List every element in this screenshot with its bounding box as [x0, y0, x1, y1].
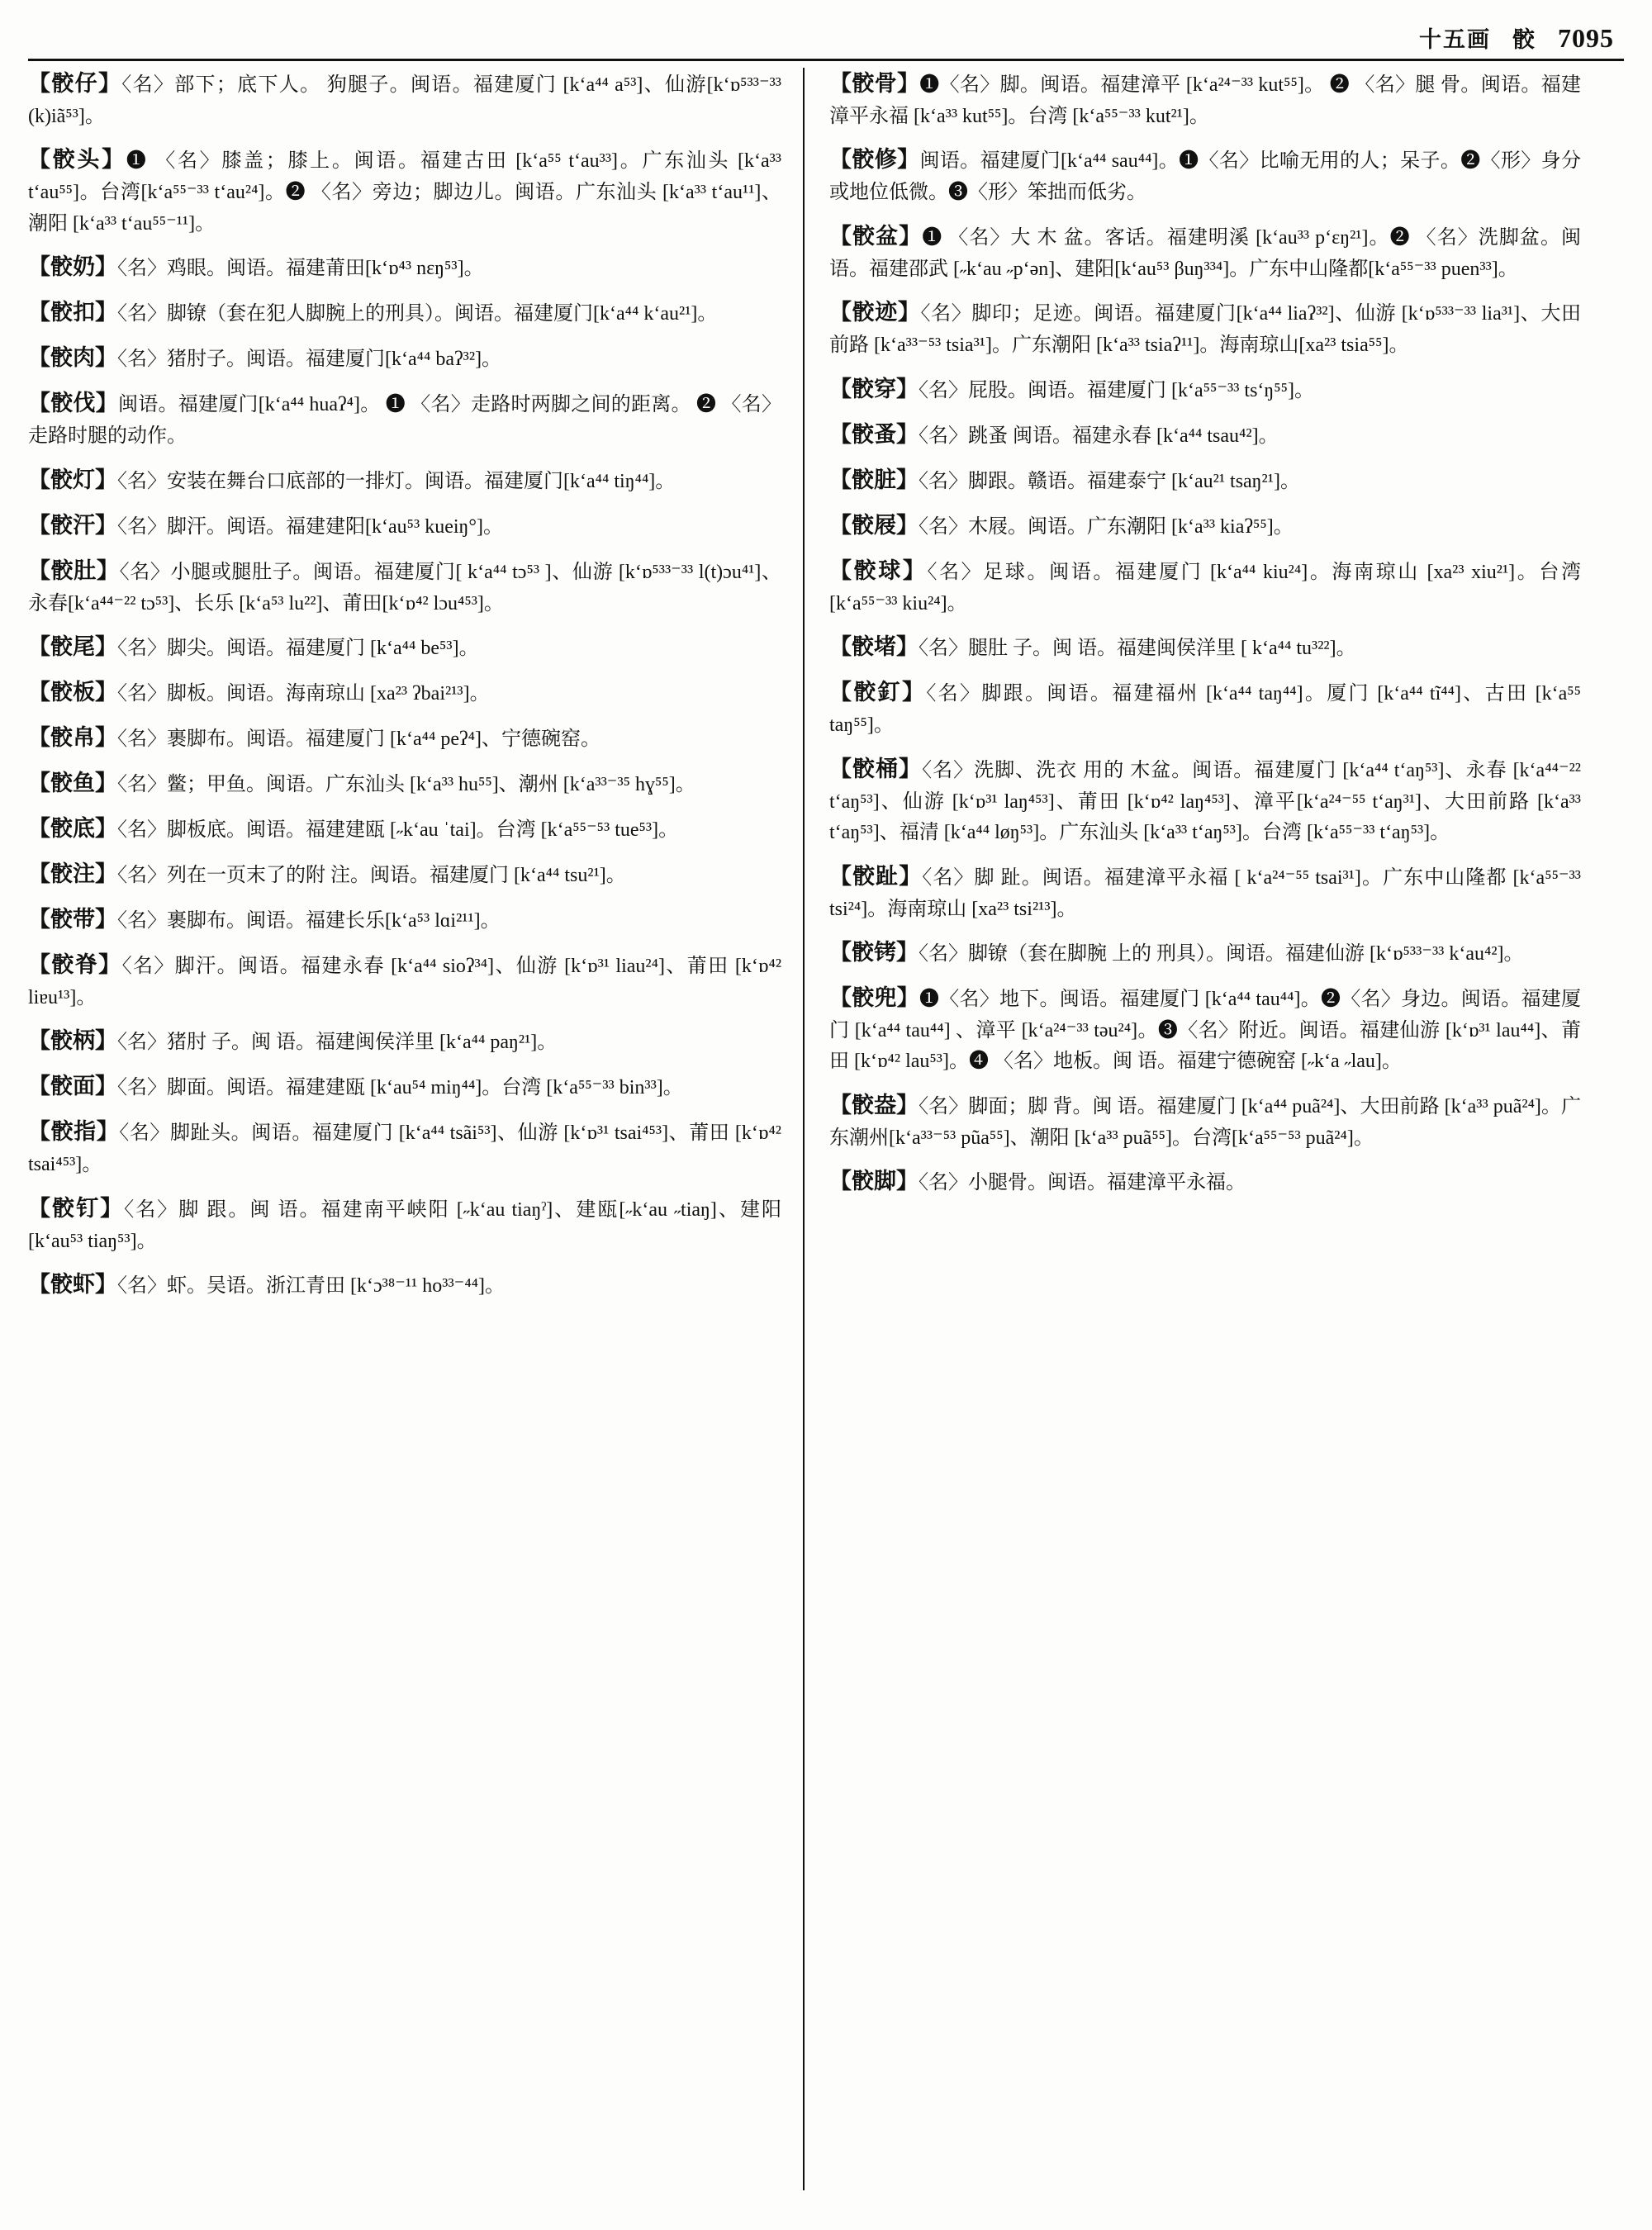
entry-definition: 〈名〉脚跟。赣语。福建泰宁 [kʻau²¹ tsaŋ²¹]。: [919, 470, 1300, 492]
entry-definition: 〈名〉小腿骨。闽语。福建漳平永福。: [919, 1172, 1246, 1194]
entry-headword: 【骹迹】: [829, 300, 921, 325]
dictionary-entry: [829, 144, 1581, 207]
entry-headword: 【骹肉】: [28, 345, 117, 371]
entry-headword: 【骹指】: [28, 1119, 120, 1145]
entry-headword: 【骹汗】: [28, 512, 117, 538]
entry-definition: 闽语。福建厦门[kʻa⁴⁴ sau⁴⁴]。❶〈名〉比喻无用的人；呆子。❷〈形〉身分或地位低微。❸〈形〉笨拙而低劣。: [829, 150, 1582, 204]
entry-headword: 【骹虾】: [28, 1272, 117, 1298]
entry-headword: 【骹脏】: [829, 467, 919, 492]
left-column: [28, 68, 805, 2190]
dictionary-entry: [28, 1025, 781, 1058]
dictionary-entry: [829, 1089, 1581, 1153]
entry-headword: 【骹骨】: [829, 71, 920, 96]
entry-definition: 〈名〉木屐。闽语。广东潮阳 [kʻa³³ kiaʔ⁵⁵]。: [919, 515, 1294, 538]
dictionary-entry: [829, 631, 1581, 664]
dictionary-entry: [829, 982, 1581, 1077]
entry-definition: ❶ 〈名〉大 木 盆。客话。福建明溪 [kʻau³³ pʻɛŋ²¹]。❷ 〈名〉洗脚盆。闽 语。福建邵武 [˶kʻau ˶pʻən]、建阳[kʻau⁵³ βuŋ³³⁴]。广东中山隆都[kʻa⁵⁵⁻³³ puen³³]。: [829, 226, 1581, 280]
entry-headword: 【骹面】: [28, 1074, 117, 1099]
dictionary-entry: [28, 1070, 781, 1103]
dictionary-entry: [28, 813, 781, 846]
entry-definition: 〈名〉猪肘 子。闽 语。福建闽侯洋里 [kʻa⁴⁴ paŋ²¹]。: [117, 1032, 558, 1054]
dictionary-entry: [829, 861, 1581, 924]
entry-headword: 【骹头】: [28, 147, 126, 173]
entry-headword: 【骹柄】: [28, 1028, 117, 1054]
entry-headword: 【骹盆】: [829, 223, 923, 249]
dictionary-entry: [28, 387, 781, 451]
entry-definition: ❶〈名〉地下。闽语。福建厦门 [kʻa⁴⁴ tau⁴⁴]。❷〈名〉身边。闽语。福建厦门 [kʻa⁴⁴ tau⁴⁴] 、漳平 [kʻa²⁴⁻³³ təu²⁴]。❸〈名〉附近。闽语。福建仙游 [kʻɒ³¹ lau⁴⁴]、莆田 [kʻɒ⁴² lau⁵³]。❹ 〈名〉地板。闽 语。福建宁德碗窑 [˶kʻa ˶lau]。: [829, 988, 1582, 1073]
entry-headword: 【骹钉】: [28, 1195, 125, 1221]
dictionary-entry: [28, 251, 781, 284]
entry-definition: ❶〈名〉脚。闽语。福建漳平 [kʻa²⁴⁻³³ kut⁵⁵]。 ❷ 〈名〉腿 骨。闽语。福建漳平永福 [kʻa³³ kut⁵⁵]。台湾 [kʻa⁵⁵⁻³³ kut²¹]。: [829, 74, 1581, 127]
entry-headword: 【骹扣】: [28, 300, 117, 325]
entry-definition: 〈名〉脚板。闽语。海南琼山 [xa²³ ʔbai²¹³]。: [117, 683, 490, 705]
entry-headword: 【骹桶】: [829, 756, 923, 781]
dictionary-entry: [829, 555, 1581, 619]
dictionary-entry: [28, 676, 781, 709]
entry-definition: 〈名〉脚趾头。闽语。福建厦门 [kʻa⁴⁴ tsãi⁵³]、仙游 [kʻɒ³¹ tsai⁴⁵³]、莆田 [kʻɒ⁴² tsai⁴⁵³]。: [28, 1122, 782, 1176]
entry-definition: 〈名〉小腿或腿肚子。闽语。福建厦门[ kʻa⁴⁴ tɔ⁵³ ]、仙游 [kʻɒ⁵³³⁻³³ l(t)ɔu⁴¹]、永春[kʻa⁴⁴⁻²² tɔ⁵³]、长乐 [kʻa⁵³ lu²²]、莆田[kʻɒ⁴² lɔu⁴⁵³]。: [28, 561, 782, 614]
entry-headword: 【骹底】: [28, 815, 117, 841]
entry-definition: 闽语。福建厦门[kʻa⁴⁴ huaʔ⁴]。 ❶ 〈名〉走路时两脚之间的距离。 ❷ 〈名〉走路时腿的动作。: [28, 394, 781, 448]
entry-headword: 【骹肚】: [28, 558, 120, 583]
entry-definition: 〈名〉脚汗。闽语。福建建阳[kʻau⁵³ kueiŋ°]。: [117, 515, 503, 538]
dictionary-entry: [28, 342, 781, 375]
entry-headword: 【骹蚤】: [829, 421, 919, 447]
entry-headword: 【骹屐】: [829, 512, 919, 538]
entry-headword: 【骹板】: [28, 680, 117, 705]
dictionary-entry: [829, 753, 1581, 848]
entry-definition: 〈名〉洗脚、洗衣 用的 木盆。闽语。福建厦门 [kʻa⁴⁴ tʻaŋ⁵³]、永春 [kʻa⁴⁴⁻²² tʻaŋ⁵³]、仙游 [kʻɒ³¹ laŋ⁴⁵³]、莆田 [kʻɒ⁴² laŋ⁴⁵³]、漳平[kʻa²⁴⁻⁵⁵ tʻaŋ³¹]、大田前路 [kʻa³³ tʻaŋ⁵³]、福清 [kʻa⁴⁴ løŋ⁵³]。广东汕头 [kʻa³³ tʻaŋ⁵³]。台湾 [kʻa⁵⁵⁻³³ tʻaŋ⁵³]。: [829, 759, 1581, 844]
entry-headword: 【骹奶】: [28, 254, 117, 280]
entry-headword: 【骹脊】: [28, 951, 122, 977]
entry-definition: 〈名〉脚印；足迹。闽语。福建厦门[kʻa⁴⁴ liaʔ³²]、仙游 [kʻɒ⁵³³⁻³³ lia³¹]、大田前路 [kʻa³³⁻⁵³ tsia³¹]。广东潮阳 [kʻa³³ tsiaʔ¹¹]。海南琼山[xa²³ tsia⁵⁵]。: [829, 303, 1582, 357]
dictionary-entry: [28, 144, 781, 239]
entry-definition: 〈名〉裹脚布。闽语。福建长乐[kʻa⁵³ lɑi²¹¹]。: [117, 909, 501, 932]
entry-definition: 〈名〉脚板底。闽语。福建建瓯 [˶kʻau ˈtai]。台湾 [kʻa⁵⁵⁻⁵³ tue⁵³]。: [117, 818, 679, 841]
entry-definition: 〈名〉脚 趾。闽语。福建漳平永福 [ kʻa²⁴⁻⁵⁵ tsai³¹]。广东中山隆都 [kʻa⁵⁵⁻³³ tsi²⁴]。海南琼山 [xa²³ tsi²¹³]。: [829, 866, 1581, 920]
dictionary-entry: [28, 510, 781, 543]
dictionary-entry: [28, 949, 781, 1013]
entry-definition: 〈名〉足球。闽语。福建厦门 [kʻa⁴⁴ kiu²⁴]。海南琼山 [xa²³ xiu²¹]。台湾 [kʻa⁵⁵⁻³³ kiu²⁴]。: [829, 561, 1582, 614]
entry-definition: 〈名〉脚 跟。闽 语。福建南平峡阳 [˶kʻau tiaŋˀ]、建瓯[˶kʻau ˶tiaŋ]、建阳 [kʻau⁵³ tiaŋ⁵³]。: [28, 1198, 782, 1252]
entry-headword: 【骹穿】: [829, 376, 919, 401]
entry-headword: 【骹兜】: [829, 985, 920, 1010]
entry-definition: 〈名〉鸡眼。闽语。福建莆田[kʻɒ⁴³ nɛŋ⁵³]。: [117, 258, 484, 280]
entry-headword: 【骹鱼】: [28, 771, 117, 796]
entry-headword: 【骹铐】: [829, 940, 919, 966]
entry-headword: 【骹趾】: [829, 863, 923, 889]
entry-definition: 〈名〉脚面。闽语。福建建瓯 [kʻau⁵⁴ miŋ⁴⁴]。台湾 [kʻa⁵⁵⁻³³ bin³³]。: [117, 1077, 683, 1099]
entry-definition: 〈名〉裹脚布。闽语。福建厦门 [kʻa⁴⁴ peʔ⁴]、宁德碗窑。: [117, 728, 601, 751]
dictionary-entry: [28, 464, 781, 497]
entry-headword: 【骹伐】: [28, 391, 118, 416]
dictionary-entry: [28, 1193, 781, 1256]
dictionary-entry: [28, 722, 781, 755]
dictionary-entry: [28, 1116, 781, 1179]
entry-definition: 〈名〉部下；底下人。 狗腿子。闽语。福建厦门 [kʻa⁴⁴ a⁵³]、仙游[kʻɒ⁵³³⁻³³ (k)iã⁵³]。: [28, 74, 781, 127]
entry-definition: 〈名〉跳蚤 闽语。福建永春 [kʻa⁴⁴ tsau⁴²]。: [919, 425, 1279, 447]
dictionary-entry: [829, 937, 1581, 970]
dictionary-entry: [28, 297, 781, 330]
dictionary-entry: [28, 1269, 781, 1302]
entry-definition: 〈名〉列在一页末了的附 注。闽语。福建厦门 [kʻa⁴⁴ tsu²¹]。: [117, 864, 626, 886]
dictionary-entry: [829, 297, 1581, 360]
dictionary-entry: [829, 419, 1581, 452]
entry-definition: 〈名〉脚汗。闽语。福建永春 [kʻa⁴⁴ sioʔ³⁴]、仙游 [kʻɒ³¹ liau²⁴]、莆田 [kʻɒ⁴² liɐu¹³]。: [28, 955, 782, 1008]
dictionary-entry: [829, 68, 1581, 131]
entry-definition: 〈名〉腿肚 子。闽 语。福建闽侯洋里 [ kʻa⁴⁴ tu³²²]。: [919, 638, 1356, 660]
entry-definition: 〈名〉脚镣（套在犯人脚腕上的刑具）。闽语。福建厦门[kʻa⁴⁴ kʻau²¹]。: [117, 303, 718, 325]
dictionary-entry: [28, 555, 781, 619]
dictionary-entry: [829, 676, 1581, 740]
dictionary-entry: [829, 221, 1581, 284]
dictionary-entry: [28, 858, 781, 891]
radical-character: 骹: [1512, 27, 1536, 52]
entry-headword: 【骹修】: [829, 147, 920, 173]
dictionary-entry: [28, 767, 781, 800]
dictionary-entry: [829, 1165, 1581, 1198]
page-columns: [28, 68, 1624, 2190]
entry-headword: 【骹灯】: [28, 467, 117, 492]
dictionary-entry: [28, 631, 781, 664]
entry-definition: ❶ 〈名〉膝盖；膝上。闽语。福建古田 [kʻa⁵⁵ tʻau³³]。广东汕头 [kʻa³³ tʻau⁵⁵]。台湾[kʻa⁵⁵⁻³³ tʻau²⁴]。❷ 〈名〉旁边；脚边儿。闽语。广东汕头 [kʻa³³ tʻau¹¹]、潮阳 [kʻa³³ tʻau⁵⁵⁻¹¹]。: [28, 150, 781, 235]
right-column: [805, 68, 1581, 2190]
dictionary-entry: [829, 373, 1581, 406]
stroke-count-label: 十五画: [1419, 27, 1491, 52]
page-number: 7095: [1558, 23, 1614, 53]
entry-definition: 〈名〉鳖；甲鱼。闽语。广东汕头 [kʻa³³ hu⁵⁵]、潮州 [kʻa³³⁻³⁵ hɣ⁵⁵]。: [117, 774, 695, 796]
page-header: [28, 21, 1624, 61]
entry-headword: 【骹带】: [28, 906, 117, 932]
dictionary-entry: [829, 510, 1581, 543]
entry-definition: 〈名〉脚尖。闽语。福建厦门 [kʻa⁴⁴ be⁵³]。: [117, 638, 479, 660]
entry-definition: 〈名〉脚跟。闽语。福建福州 [kʻa⁴⁴ taŋ⁴⁴]。厦门 [kʻa⁴⁴ tĩ⁴⁴]、古田 [kʻa⁵⁵ taŋ⁵⁵]。: [829, 683, 1582, 737]
entry-headword: 【骹帛】: [28, 725, 117, 751]
entry-headword: 【骹脚】: [829, 1169, 919, 1194]
entry-headword: 【骹釘】: [829, 680, 927, 705]
entry-headword: 【骹盎】: [829, 1092, 919, 1117]
entry-definition: 〈名〉脚镣（套在脚腕 上的 刑具）。闽语。福建仙游 [kʻɒ⁵³³⁻³³ kʻau⁴²]。: [919, 943, 1524, 966]
entry-headword: 【骹尾】: [28, 634, 117, 660]
entry-headword: 【骹堵】: [829, 634, 919, 660]
entry-definition: 〈名〉安装在舞台口底部的一排灯。闽语。福建厦门[kʻa⁴⁴ tiŋ⁴⁴]。: [117, 470, 676, 492]
entry-definition: 〈名〉虾。吴语。浙江青田 [kʻɔ³⁸⁻¹¹ ho³³⁻⁴⁴]。: [117, 1275, 506, 1298]
entry-definition: 〈名〉屁股。闽语。福建厦门 [kʻa⁵⁵⁻³³ tsʻŋ⁵⁵]。: [919, 379, 1315, 401]
dictionary-entry: [28, 904, 781, 937]
entry-definition: 〈名〉猪肘子。闽语。福建厦门[kʻa⁴⁴ baʔ³²]。: [117, 349, 502, 371]
dictionary-entry: [829, 464, 1581, 497]
entry-headword: 【骹注】: [28, 861, 117, 886]
dictionary-entry: [28, 68, 781, 131]
entry-definition: 〈名〉脚面；脚 背。闽 语。福建厦门 [kʻa⁴⁴ puã²⁴]、大田前路 [kʻa³³ puã²⁴]。广东潮州[kʻa³³⁻⁵³ pũa⁵⁵]、潮阳 [kʻa³³ puã⁵⁵]。台湾[kʻa⁵⁵⁻⁵³ puã²⁴]。: [829, 1095, 1581, 1149]
entry-headword: 【骹球】: [829, 558, 928, 583]
entry-headword: 【骹仔】: [28, 71, 122, 96]
